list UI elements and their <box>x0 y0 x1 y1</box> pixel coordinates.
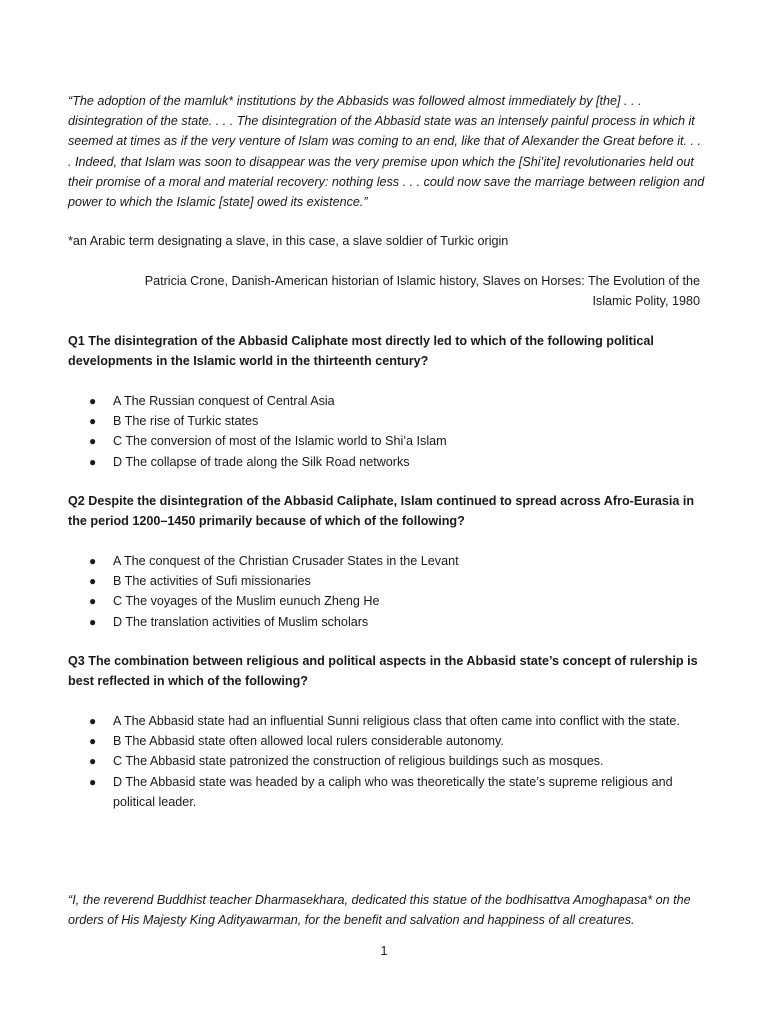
option-text: B The rise of Turkic states <box>113 414 259 429</box>
question-2-options <box>68 551 700 632</box>
bullet-icon: ● <box>89 734 97 749</box>
bullet-icon: ● <box>89 434 97 449</box>
answer-option[interactable] <box>68 391 700 411</box>
option-text: B The Abbasid state often allowed local rulers considerable autonomy. <box>113 734 504 749</box>
question-1-options <box>68 391 700 472</box>
bullet-icon: ● <box>89 394 97 408</box>
second-passage-quote: “I, the reverend Buddhist teacher Dharmasekhara, dedicated this statue of the bodhisattva Amoghapasa* on the orders of His Majesty King Adityawarman, for the benefit and salvation and happiness of all creatures. <box>68 893 691 928</box>
answer-option[interactable] <box>68 731 700 751</box>
option-text: D The collapse of trade along the Silk Road networks <box>113 454 410 469</box>
question-3-options <box>68 711 700 812</box>
page-number: 1 <box>380 944 388 958</box>
bullet-icon: ● <box>89 414 97 429</box>
answer-option[interactable] <box>68 431 700 451</box>
bullet-icon: ● <box>89 594 97 609</box>
footnote: *an Arabic term designating a slave, in this case, a slave soldier of Turkic origin <box>68 234 509 248</box>
answer-option[interactable] <box>68 711 700 731</box>
option-text: C The conversion of most of the Islamic world to Shi’a Islam <box>113 434 447 449</box>
bullet-icon: ● <box>89 454 97 469</box>
option-text: A The Abbasid state had an influential Sunni religious class that often came into conflict with the state. <box>113 714 680 728</box>
answer-option[interactable] <box>68 612 700 632</box>
option-text: A The Russian conquest of Central Asia <box>113 394 335 408</box>
answer-option[interactable] <box>68 551 700 571</box>
passage-quote: “The adoption of the mamluk* institutions by the Abbasids was followed almost immediately by [the] . . . disintegration of the state. . . . The disintegration of the Abbasid state was an intensely painful process in which it seemed at times as if the very venture of Islam was coming to an end, like that of Alexander the Great before it. . . . Indeed, that Islam was soon to disappear was the very premise upon which the [Shi’ite] revolutionaries held out their promise of a moral and material recovery: nothing less . . . could now save the marriage between religion and power to which the Islamic [state] owed its existence.” <box>68 94 705 210</box>
question-3-prompt: Q3 The combination between religious and political aspects in the Abbasid state’s concept of rulership is best reflected in which of the following? <box>68 654 698 689</box>
bullet-icon: ● <box>89 554 97 568</box>
answer-option[interactable] <box>68 571 700 591</box>
bullet-icon: ● <box>89 774 97 789</box>
answer-option[interactable] <box>68 411 700 431</box>
question-2-prompt: Q2 Despite the disintegration of the Abbasid Caliphate, Islam continued to spread across Afro-Eurasia in the period 1200–1450 primarily because of which of the following? <box>68 494 695 529</box>
question-1-prompt: Q1 The disintegration of the Abbasid Caliphate most directly led to which of the following political developments in the Islamic world in the thirteenth century? <box>68 334 654 369</box>
answer-option[interactable] <box>68 591 700 611</box>
attribution-line: Islamic Polity, 1980 <box>592 294 700 309</box>
option-text: D The translation activities of Muslim scholars <box>113 614 369 629</box>
source-attribution <box>68 271 700 311</box>
bullet-icon: ● <box>89 614 97 629</box>
bullet-icon: ● <box>89 574 97 589</box>
option-text: B The activities of Sufi missionaries <box>113 574 311 589</box>
answer-option[interactable] <box>68 772 700 812</box>
option-text: C The Abbasid state patronized the construction of religious buildings such as mosques. <box>113 754 604 769</box>
option-text: C The voyages of the Muslim eunuch Zheng He <box>113 594 380 609</box>
option-text: A The conquest of the Christian Crusader States in the Levant <box>113 554 459 568</box>
answer-option[interactable] <box>68 751 700 771</box>
bullet-icon: ● <box>89 754 97 769</box>
attribution-line: Patricia Crone, Danish-American historian of Islamic history, Slaves on Horses: The Evolution of the <box>144 274 700 288</box>
answer-option[interactable] <box>68 452 700 472</box>
bullet-icon: ● <box>89 714 97 728</box>
option-text: D The Abbasid state was headed by a caliph who was theoretically the state’s supreme religious and political leader. <box>113 774 673 809</box>
